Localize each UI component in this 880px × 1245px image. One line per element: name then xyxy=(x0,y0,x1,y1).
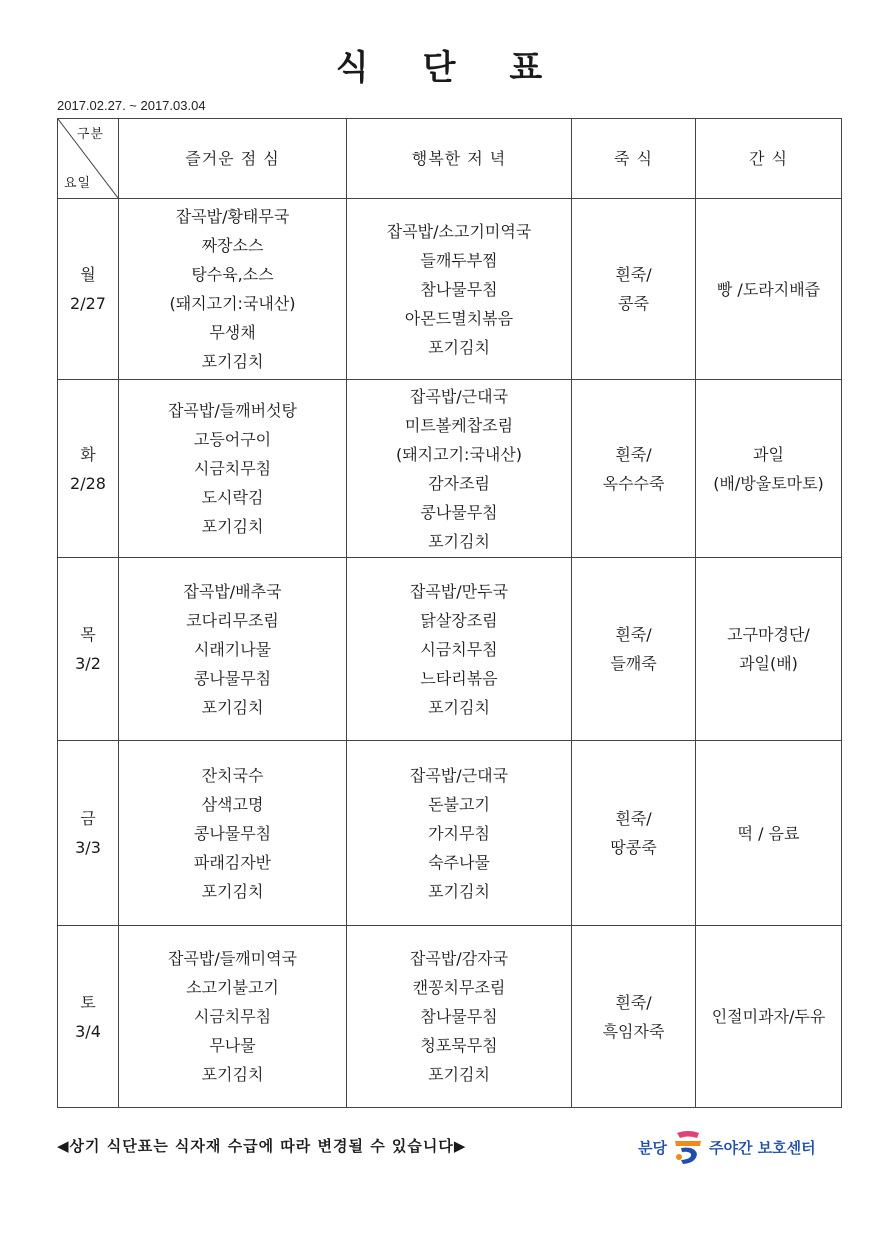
day-label: 토 xyxy=(80,992,96,1012)
dinner-cell xyxy=(347,741,572,926)
date-label: 2/28 xyxy=(70,473,106,493)
menu-item: 들깨두부찜 xyxy=(420,250,498,270)
menu-item: 참나물무침 xyxy=(420,279,498,299)
menu-item: 잡곡밥/근대국 xyxy=(409,386,509,406)
menu-item: 포기김치 xyxy=(428,697,490,717)
dinner-cell xyxy=(347,926,572,1108)
menu-item: 콩나물무침 xyxy=(420,502,498,522)
menu-item: 도시락김 xyxy=(201,488,264,507)
menu-item: 포기김치 xyxy=(201,1065,264,1084)
menu-item: 고등어구이 xyxy=(193,430,272,449)
menu-item: 시금치무침 xyxy=(193,1007,272,1026)
menu-item: 청포묵무침 xyxy=(420,1036,498,1055)
page-title xyxy=(0,40,880,89)
table-row xyxy=(58,380,842,558)
date-label: 3/4 xyxy=(75,1021,101,1041)
porridge-cell xyxy=(572,380,696,558)
menu-item: 파래김자반 xyxy=(193,852,272,872)
menu-item: 탕수육,소스 xyxy=(191,265,274,284)
menu-item: 소고기불고기 xyxy=(186,978,279,997)
menu-item: 옥수수죽 xyxy=(602,473,665,493)
column-header-snack: 간 식 xyxy=(696,119,842,199)
menu-item: 흰죽/ xyxy=(615,625,652,644)
day-cell xyxy=(58,380,119,558)
menu-item: 잔치국수 xyxy=(201,765,264,785)
menu-item: 포기김치 xyxy=(428,881,490,901)
center-logo xyxy=(638,1127,816,1167)
menu-item: 숙주나물 xyxy=(428,852,490,872)
menu-item: 시래기나물 xyxy=(193,639,272,659)
snack-cell xyxy=(696,741,842,926)
menu-item: 흑임자죽 xyxy=(602,1021,665,1041)
menu-item: 흰죽/ xyxy=(615,992,652,1012)
menu-item: 콩나물무침 xyxy=(193,823,272,843)
menu-item: (돼지고기:국내산) xyxy=(395,444,523,464)
menu-item: 짜장소스 xyxy=(201,236,264,255)
day-label: 화 xyxy=(80,444,96,464)
menu-item: 미트볼케찹조림 xyxy=(404,415,514,435)
corner-bottom-label: 요일 xyxy=(64,176,92,191)
menu-item: 포기김치 xyxy=(428,1065,490,1084)
menu-item: 잡곡밥/배추국 xyxy=(183,581,282,601)
dinner-cell xyxy=(347,380,572,558)
porridge-cell xyxy=(572,199,696,380)
day-label: 목 xyxy=(80,625,96,644)
menu-item: 포기김치 xyxy=(201,352,264,371)
lunch-cell xyxy=(119,380,347,558)
title-char: 식 xyxy=(335,48,371,88)
menu-item: 흰죽/ xyxy=(615,809,652,828)
date-label: 3/2 xyxy=(75,654,101,673)
day-label: 금 xyxy=(80,809,96,828)
menu-item: 흰죽/ xyxy=(615,265,652,284)
logo-emblem-icon xyxy=(671,1127,705,1167)
lunch-cell xyxy=(119,926,347,1108)
table-row xyxy=(58,558,842,741)
menu-item: 시금치무침 xyxy=(193,459,272,478)
menu-item: 떡 / 음료 xyxy=(737,823,800,843)
menu-item: 삼색고명 xyxy=(201,794,264,814)
title-char: 표 xyxy=(509,48,545,88)
column-header-porridge: 죽 식 xyxy=(572,119,696,199)
title-char: 단 xyxy=(422,48,458,88)
menu-item: 인절미과자/두유 xyxy=(711,1007,826,1026)
menu-item: 느타리볶음 xyxy=(420,668,498,688)
menu-item: 잡곡밥/황태무국 xyxy=(175,207,290,226)
table-row xyxy=(58,199,842,380)
header-row xyxy=(58,119,842,199)
menu-item: 참나물무침 xyxy=(420,1007,498,1026)
day-cell xyxy=(58,558,119,741)
menu-item: 과일(배) xyxy=(739,654,798,673)
snack-cell xyxy=(696,558,842,741)
corner-header xyxy=(58,119,119,199)
menu-item: 포기김치 xyxy=(428,337,490,357)
menu-item: 코다리무조림 xyxy=(186,610,279,630)
menu-item: 고구마경단/ xyxy=(727,625,810,644)
period-range: 2017.02.27. ~ 2017.03.04 xyxy=(57,98,206,113)
menu-item: 들깨죽 xyxy=(610,654,657,673)
menu-item: 잡곡밥/근대국 xyxy=(409,765,509,785)
menu-item: 포기김치 xyxy=(201,881,264,901)
menu-item: 감자조림 xyxy=(428,473,490,493)
menu-item: 포기김치 xyxy=(428,531,490,551)
column-header-lunch: 즐거운 점 심 xyxy=(119,119,347,199)
menu-item: 과일 xyxy=(753,444,784,464)
menu-item: 잡곡밥/들깨버섯탕 xyxy=(167,401,298,420)
menu-item: 포기김치 xyxy=(201,697,264,717)
table-row xyxy=(58,926,842,1108)
day-cell xyxy=(58,199,119,380)
menu-item: 잡곡밥/만두국 xyxy=(409,581,509,601)
snack-cell xyxy=(696,380,842,558)
menu-item: 가지무침 xyxy=(428,823,490,843)
menu-item: 무나물 xyxy=(209,1036,256,1055)
menu-item: 포기김치 xyxy=(201,517,264,536)
lunch-cell xyxy=(119,558,347,741)
menu-item: 빵 /도라지배즙 xyxy=(716,279,821,299)
menu-item: (돼지고기:국내산) xyxy=(169,294,296,313)
snack-cell xyxy=(696,199,842,380)
menu-item: 잡곡밥/들깨미역국 xyxy=(167,949,298,968)
table-row xyxy=(58,741,842,926)
porridge-cell xyxy=(572,558,696,741)
logo-text-right: 주야간 보호센터 xyxy=(708,1138,816,1157)
dinner-cell xyxy=(347,558,572,741)
menu-item: 콩나물무침 xyxy=(193,668,272,688)
menu-item: (배/방울토마토) xyxy=(713,473,824,493)
corner-top-label: 구분 xyxy=(76,127,104,142)
lunch-cell xyxy=(119,741,347,926)
column-header-dinner: 행복한 저 녁 xyxy=(347,119,572,199)
lunch-cell xyxy=(119,199,347,380)
dinner-cell xyxy=(347,199,572,380)
day-cell xyxy=(58,926,119,1108)
date-label: 2/27 xyxy=(70,294,106,313)
menu-item: 캔꽁치무조림 xyxy=(412,978,506,997)
porridge-cell xyxy=(572,741,696,926)
meal-table xyxy=(57,118,842,1108)
date-label: 3/3 xyxy=(75,838,101,857)
day-cell xyxy=(58,741,119,926)
menu-item: 돈불고기 xyxy=(428,794,490,814)
menu-item: 흰죽/ xyxy=(615,444,652,464)
porridge-cell xyxy=(572,926,696,1108)
logo-text-left: 분당 xyxy=(638,1138,667,1157)
snack-cell xyxy=(696,926,842,1108)
menu-item: 콩죽 xyxy=(618,294,649,313)
day-label: 월 xyxy=(80,265,96,284)
menu-item: 땅콩죽 xyxy=(610,838,657,857)
footer-note: ◀상기 식단표는 식자재 수급에 따라 변경될 수 있습니다▶ xyxy=(57,1137,467,1155)
menu-item: 닭살장조림 xyxy=(420,610,498,630)
menu-item: 아몬드멸치볶음 xyxy=(404,308,514,328)
menu-item: 잡곡밥/소고기미역국 xyxy=(386,221,532,241)
menu-item: 시금치무침 xyxy=(420,639,498,659)
menu-item: 무생채 xyxy=(209,323,256,342)
menu-item: 잡곡밥/감자국 xyxy=(409,949,509,968)
